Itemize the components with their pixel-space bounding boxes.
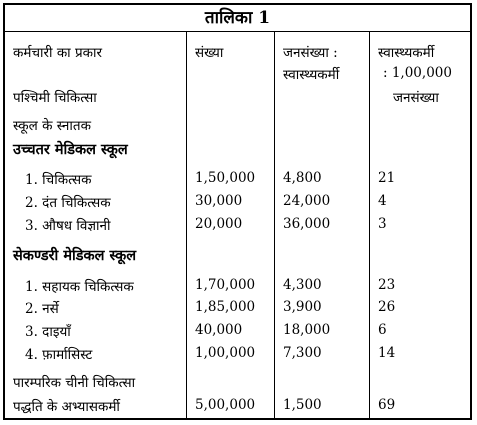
per-lakh: 69 — [378, 397, 396, 413]
per-lakh: 23 — [378, 277, 396, 293]
header-count: संख्या — [195, 45, 224, 61]
header-population-ratio-2: स्वास्थ्यकर्मी — [283, 67, 340, 83]
employee-label: 2. नर्से — [25, 301, 59, 317]
column-divider — [369, 31, 370, 418]
column-divider — [186, 31, 187, 418]
employee-count: 1,50,000 — [195, 170, 256, 186]
employee-label: 1. चिकित्सक — [25, 172, 92, 188]
employee-count: 30,000 — [195, 193, 243, 209]
employee-label: 4. फ़ार्मासिस्ट — [25, 347, 93, 363]
employee-count: 1,00,000 — [195, 345, 256, 361]
employee-count: 20,000 — [195, 216, 243, 232]
population-ratio: 3,900 — [283, 299, 322, 315]
traditional-label-line2: पद्धति के अभ्यासकर्मी — [13, 399, 120, 415]
per-lakh: 3 — [378, 216, 387, 232]
header-per-lakh-2: : 1,00,000 — [383, 65, 452, 81]
per-lakh: 14 — [378, 345, 396, 361]
per-lakh: 4 — [378, 193, 387, 209]
section-heading: सेकण्डरी मेडिकल स्कूल — [13, 247, 137, 264]
table-title: तालिका 1 — [5, 5, 470, 32]
employee-count: 5,00,000 — [195, 397, 256, 413]
header-employee-type: कर्मचारी का प्रकार — [13, 45, 103, 61]
employee-label: 1. सहायक चिकित्सक — [25, 279, 134, 295]
section-heading: उच्चतर मेडिकल स्कूल — [13, 141, 128, 158]
header-per-lakh-1: स्वास्थ्यकर्मी — [378, 45, 435, 61]
population-ratio: 4,300 — [283, 277, 322, 293]
employee-count: 40,000 — [195, 322, 243, 338]
employee-count: 1,70,000 — [195, 277, 256, 293]
per-lakh: 26 — [378, 299, 396, 315]
employee-label: 3. औषध विज्ञानी — [25, 218, 111, 234]
column-divider — [274, 31, 275, 418]
population-ratio: 18,000 — [283, 322, 331, 338]
employee-label: 3. दाइयाँ — [25, 324, 71, 340]
western-group-line2: स्कूल के स्नातक — [13, 118, 91, 134]
per-lakh: 6 — [378, 322, 387, 338]
population-ratio: 36,000 — [283, 216, 331, 232]
employee-label: 2. दंत चिकित्सक — [25, 195, 111, 211]
header-per-lakh-3: जनसंख्या — [393, 90, 439, 106]
population-ratio: 7,300 — [283, 345, 322, 361]
employee-count: 1,85,000 — [195, 299, 256, 315]
data-table — [3, 3, 472, 420]
header-population-ratio-1: जनसंख्या : — [283, 45, 338, 61]
per-lakh: 21 — [378, 170, 396, 186]
western-group-line1: पश्चिमी चिकित्सा — [13, 90, 97, 106]
population-ratio: 1,500 — [283, 397, 322, 413]
traditional-label-line1: पारम्परिक चीनी चिकित्सा — [13, 375, 136, 391]
population-ratio: 4,800 — [283, 170, 322, 186]
population-ratio: 24,000 — [283, 193, 331, 209]
